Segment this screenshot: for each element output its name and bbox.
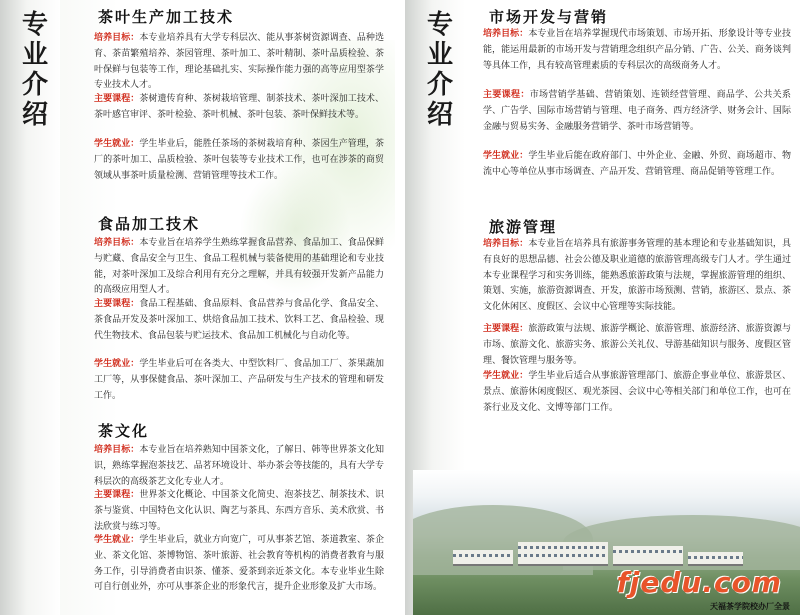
job-label: 学生就业： — [483, 151, 529, 161]
goal-text: 本专业培养具有大学专科层次、能从事茶树资源调查、品种选育、茶苗繁殖培养、茶园管理、茶叶加工、茶叶精制、茶叶品质检验、茶叶保鲜与包装等工作，理论基础扎实、实际操作能力强的高等应用型茶学专业技术人才。 — [94, 33, 384, 91]
marketing-jobs — [483, 149, 791, 181]
goal-text: 本专业旨在培养学生熟练掌握食品营养、食品加工、食品保鲜与贮藏、食品安全与卫生、食品工程机械与装备使用的基础理论和专业技能，对茶叶深加工及综合利用有充分之理解，并具有较强开发新产品能力的高级应用型人才。 — [94, 238, 384, 296]
tourism-courses — [483, 322, 791, 369]
job-text: 学生毕业后能在政府部门、中外企业、金融、外贸、商场超市、物流中心等单位从事市场调查、产品开发、营销管理、商品促销等管理工作。 — [483, 151, 791, 177]
section-title-marketing: 市场开发与营销 — [489, 8, 609, 26]
watermark-text: fjedu.com — [616, 566, 782, 599]
food-processing-courses — [94, 297, 384, 344]
tea-culture-goal — [94, 443, 384, 490]
goal-text: 本专业旨在培养具有旅游事务管理的基本理论和专业基础知识，具有良好的思想品德、社会公德及职业道德的旅游管理高级专门人才。学生通过本专业课程学习和实务训练，能熟悉旅游政策与法规，掌握旅游管理的组织、策划、实施，旅游资源调查、开发，旅游市场预测、营销，旅游区、景点、茶文化休闲区、度假区、会议中心管理等实际技能。 — [483, 239, 791, 313]
marketing-courses — [483, 88, 791, 135]
course-text: 食品工程基础、食品原料、食品营养与食品化学、食品安全、茶食品开发及茶叶深加工、烘焙食品加工技术、饮料工艺、食品检验、现代生物技术、食品包装与贮运技术、食品加工机械化与自动化等。 — [94, 299, 384, 341]
tourism-goal — [483, 237, 791, 316]
campus-photo — [413, 470, 800, 615]
course-label: 主要课程： — [94, 299, 140, 309]
page-divider — [395, 0, 405, 615]
section-title-tourism: 旅游管理 — [489, 218, 558, 236]
tea-culture-jobs — [94, 533, 384, 596]
job-label: 学生就业： — [94, 139, 140, 149]
section-title-food-processing: 食品加工技术 — [98, 215, 201, 233]
job-text: 学生毕业后，就业方向宽广，可从事茶艺馆、茶道教室、茶企业、茶文化馆、茶博物馆、茶叶旅游、社会教育等机构的消费者教育与服务工作，引导消费者由识茶、懂茶、爱茶到亲近茶文化。本专业毕业生除可自行创业外，亦可从事茶企业的形象代言，提升企业形象及扩大市场。 — [94, 535, 384, 593]
tea-production-goal — [94, 31, 384, 94]
section-title-tea-production: 茶叶生产加工技术 — [98, 8, 235, 26]
building — [518, 542, 608, 566]
course-text: 茶树遗传育种、茶树栽培管理、制茶技术、茶叶深加工技术、茶叶感官审评、茶叶检验、茶叶机械、茶叶包装、茶叶保鲜技术等。 — [94, 94, 384, 120]
job-label: 学生就业： — [94, 535, 140, 545]
course-label: 主要课程： — [483, 90, 530, 100]
section-title-tea-culture: 茶文化 — [98, 422, 150, 440]
job-text: 学生毕业后，能胜任茶场的茶树栽培育种、茶园生产管理，茶厂的茶叶加工、品质检验、茶叶包装等专业技术工作，也可在涉茶的商贸领域从事茶叶质量检测、营销管理等技术工作。 — [94, 139, 384, 181]
tea-culture-courses — [94, 488, 384, 535]
building — [688, 552, 743, 566]
goal-label: 培养目标： — [483, 29, 529, 39]
goal-label: 培养目标： — [483, 239, 529, 249]
food-processing-jobs — [94, 357, 384, 404]
job-text: 学生毕业后适合从事旅游管理部门、旅游企事业单位、旅游景区、景点、旅游休闲度假区、观光茶园、会议中心等相关部门和单位工作，也可在茶行业及文化、文博等部门工作。 — [483, 371, 791, 413]
tea-production-courses — [94, 92, 384, 124]
watermark — [617, 566, 782, 599]
food-processing-goal — [94, 236, 384, 299]
course-label: 主要课程： — [483, 324, 529, 334]
job-label: 学生就业： — [483, 371, 529, 381]
course-text: 世界茶文化概论、中国茶文化简史、泡茶技艺、制茶技术、识茶与鉴赏、中国特色文化认识、陶艺与茶具、东西方音乐、美术欣赏、书法欣赏与练习等。 — [94, 490, 384, 532]
course-text: 旅游政策与法规、旅游学概论、旅游管理、旅游经济、旅游资源与市场、旅游文化、旅游实务、旅游公关礼仪、导游基础知识与服务、度假区管理、餐饮管理与服务等。 — [483, 324, 791, 366]
course-label: 主要课程： — [94, 490, 140, 500]
course-text: 市场营销学基础、营销策划、连锁经营管理、商品学、公共关系学、广告学、国际市场营销与管理、电子商务、西方经济学、财务会计、国际金融与贸易实务、金融服务营销学、茶叶市场营销等。 — [483, 90, 791, 132]
tea-production-jobs — [94, 137, 384, 184]
side-title: 专业介绍 — [22, 10, 49, 130]
goal-label: 培养目标： — [94, 445, 140, 455]
job-text: 学生毕业后可在各类大、中型饮料厂、食品加工厂、茶果蔬加工厂等，从事保健食品、茶叶深加工、产品研发与生产技术的管理和研发工作。 — [94, 359, 384, 401]
marketing-goal — [483, 27, 791, 74]
course-label: 主要课程： — [94, 94, 140, 104]
side-tab — [0, 0, 60, 615]
building — [453, 550, 513, 566]
goal-label: 培养目标： — [94, 33, 140, 43]
right-page — [405, 0, 800, 615]
left-page — [0, 0, 395, 615]
side-title: 专业介绍 — [427, 10, 454, 130]
tourism-jobs — [483, 369, 791, 416]
goal-label: 培养目标： — [94, 238, 140, 248]
job-label: 学生就业： — [94, 359, 140, 369]
goal-text: 本专业旨在培养掌握现代市场策划、市场开拓、形象设计等专业技能，能运用最新的市场开发与营销理念组织产品分销、广告、公关、商务谈判等具体工作，具有较高管理素质的专科层次的高级商务人才。 — [483, 29, 791, 71]
building — [613, 546, 683, 566]
photo-caption: 天福茶学院校办厂全景 — [710, 602, 790, 611]
goal-text: 本专业旨在培养熟知中国茶文化，了解日、韩等世界茶文化知识，熟练掌握泡茶技艺、品茗环境设计、举办茶会等技能的，具有大学专科层次的高级茶艺文化专业人才。 — [94, 445, 384, 487]
